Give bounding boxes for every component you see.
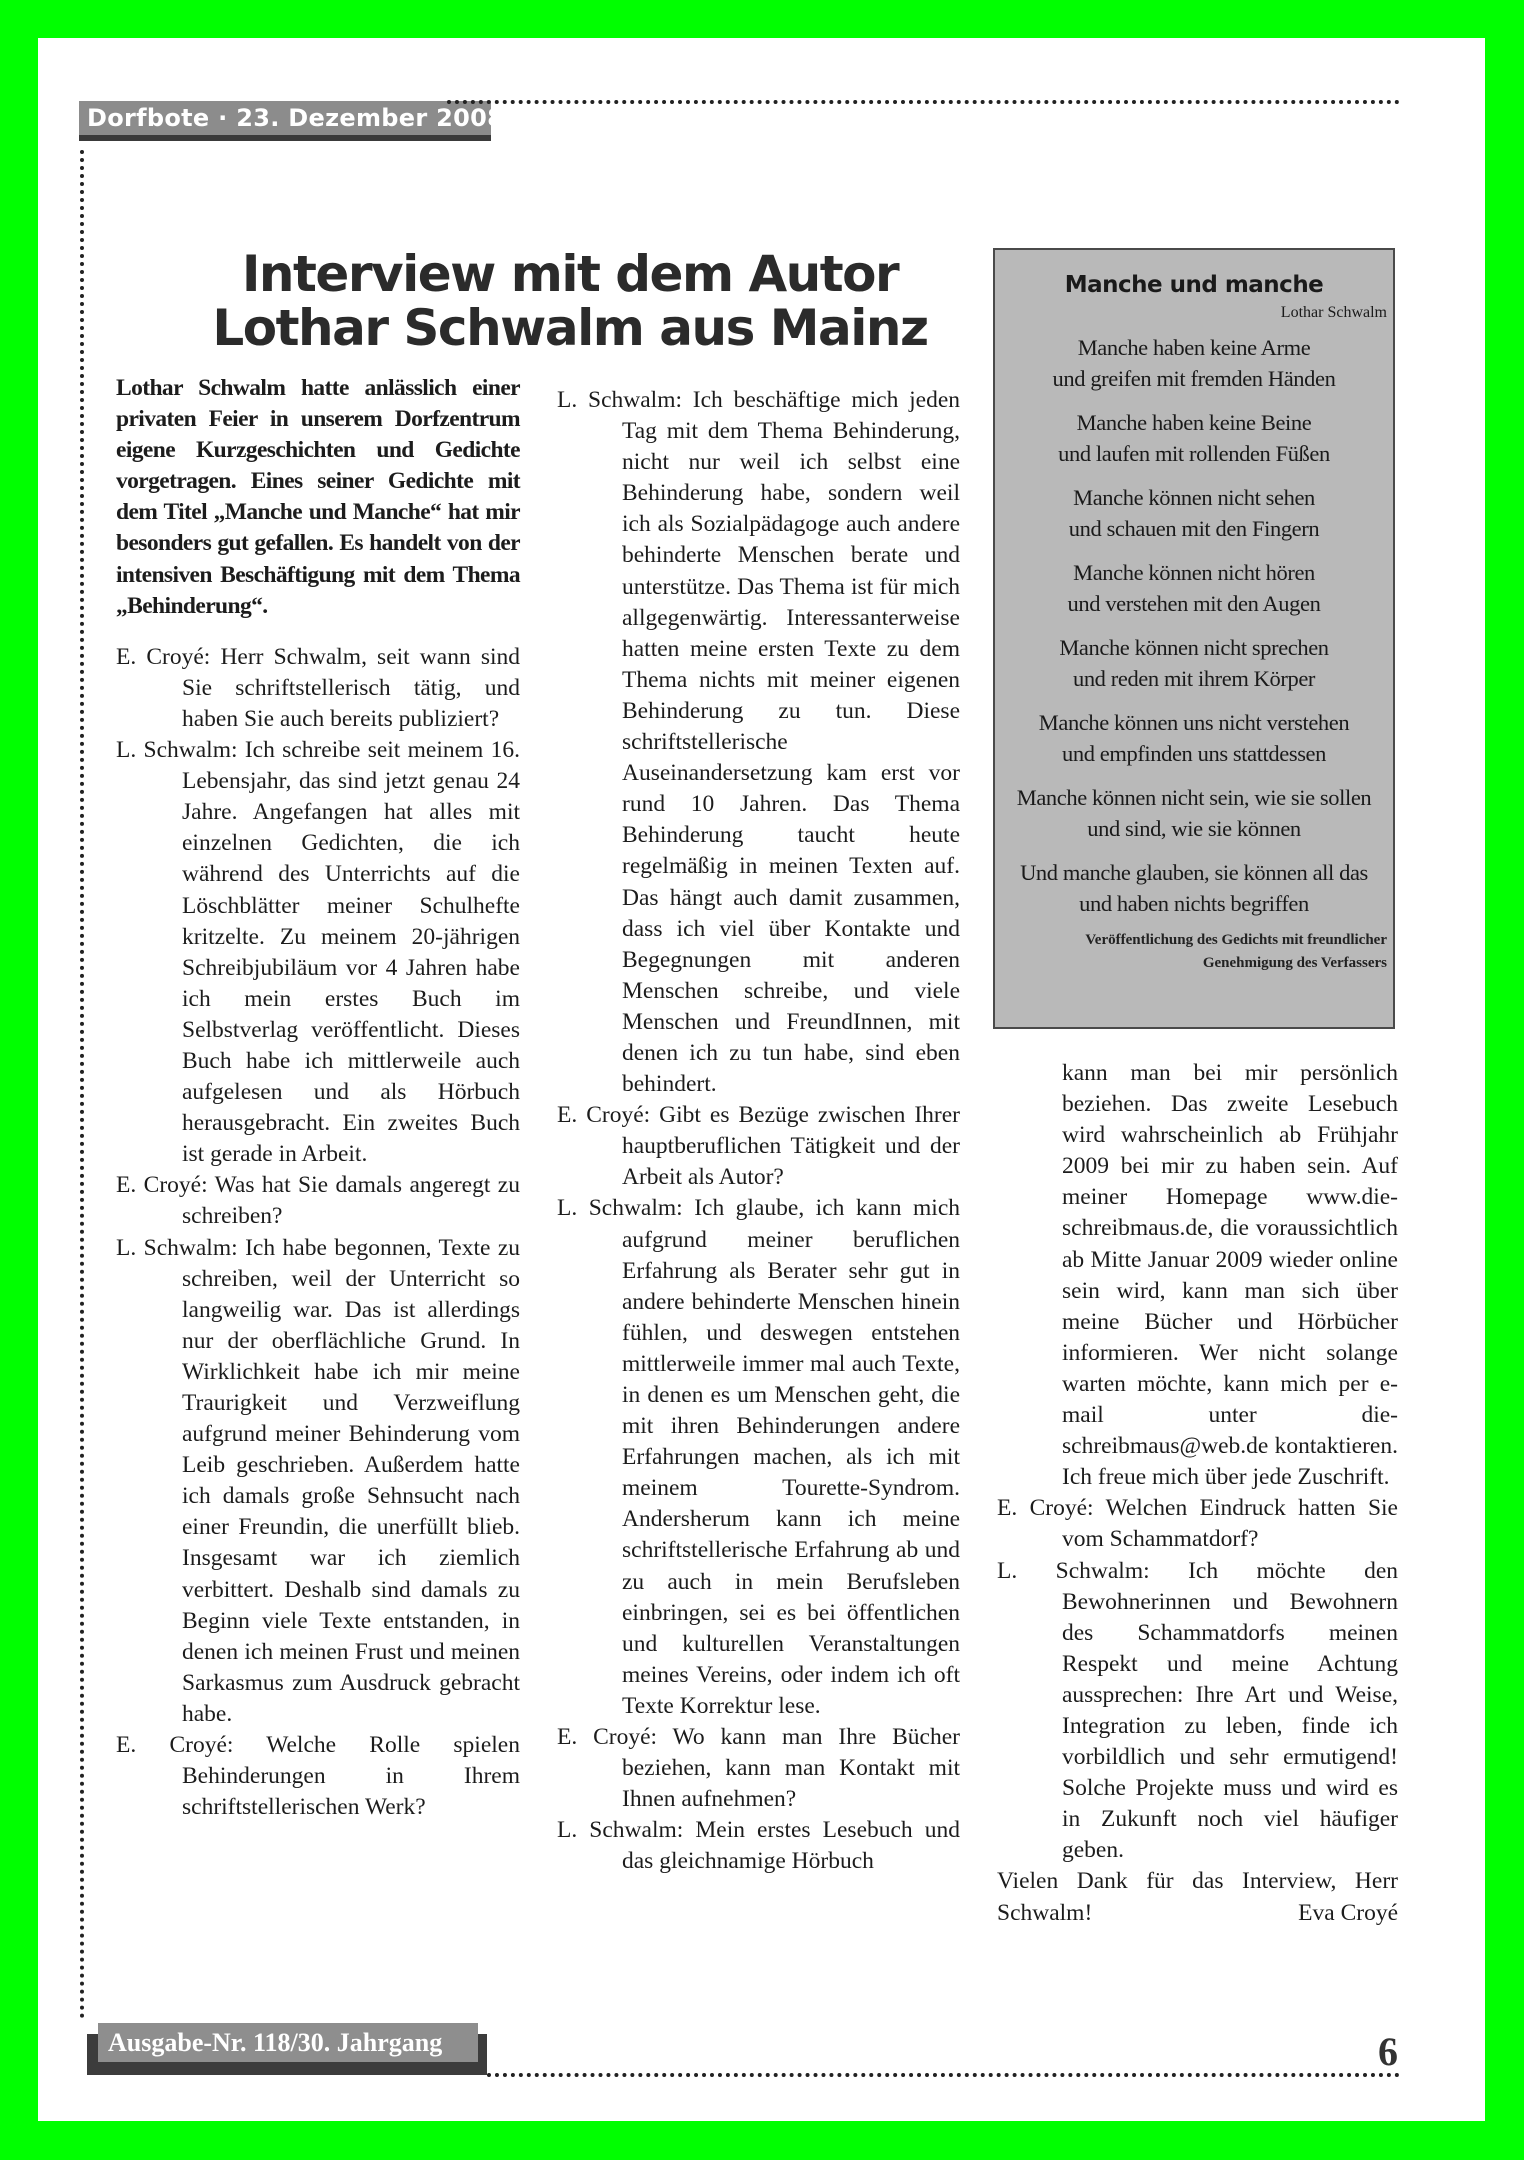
poem-title: Manche und manche	[1064, 272, 1324, 298]
poem-line: Manche können nicht sein, wie sie sollen	[1016, 785, 1372, 810]
poem-stanza	[995, 332, 1393, 394]
article-intro: Lothar Schwalm hatte anlässlich einer privaten Feier in unserem Dorfzentrum eigene Kurzgeschichten und Gedichte vorgetragen. Eines seiner Gedichte mit dem Titel „Manche und Manche“ hat mir besonders gut gefallen. Es handelt von der intensiven Beschäftigung mit dem Thema „Behinderung“.	[116, 375, 520, 619]
poem-stanza	[995, 482, 1393, 544]
poem-author: Lothar Schwalm	[1280, 304, 1387, 321]
poem-permission-note	[995, 929, 1387, 975]
poem-note-line-1: Veröffentlichung des Gedichts mit freundlicher	[1085, 932, 1387, 948]
interview-entry	[557, 1722, 960, 1815]
entry-text: Herr Schwalm, seit wann sind Sie schriftstellerisch tätig, und haben Sie auch bereits publiziert?	[182, 643, 520, 732]
speaker-label: E. Croyé:	[116, 1172, 208, 1199]
column-3	[997, 1058, 1398, 1929]
page-number: 6	[1378, 2029, 1398, 2074]
speaker-label: E. Croyé:	[997, 1495, 1094, 1522]
header-dotted-rule	[447, 100, 1400, 104]
speaker-label: L. Schwalm:	[997, 1557, 1150, 1584]
entry-text: Ich glaube, ich kann mich aufgrund meiner beruflichen Erfahrung als Berater sehr gut in andere behinderte Menschen hinein fühlen, und deswegen entstehen mittlerweile immer mal auch Texte, in denen es um Menschen geht, die mit ihren Behinderungen andere Erfahrungen machen, als ich mit meinem Tourette-Syndrom. Andersherum kann ich meine schriftstellerische Erfahrung ab und zu auch in mein Berufsleben einbringen, sei es bei öffentlichen und kulturellen Veranstaltungen meines Vereins, oder indem ich oft Texte Korrektur lese.	[622, 1195, 961, 1719]
interview-entry	[557, 1815, 960, 1877]
interview-entry	[116, 735, 520, 1170]
poem-stanza	[995, 857, 1393, 919]
entry-text: Gibt es Bezüge zwischen Ihrer hauptberuflichen Tätigkeit und der Arbeit als Autor?	[622, 1102, 960, 1191]
title-line-2: Lothar Schwalm aus Mainz	[212, 299, 928, 357]
entry-text: Welche Rolle spielen Behinderungen in Ihrem schriftstellerischen Werk?	[182, 1732, 520, 1821]
entry-text: Wo kann man Ihre Bücher beziehen, kann man Kontakt mit Ihnen aufnehmen?	[622, 1724, 960, 1813]
interview-entry	[116, 1730, 520, 1823]
poem-line: und laufen mit rollenden Füßen	[1058, 441, 1330, 466]
interview-entry	[557, 1100, 960, 1193]
closing-thanks: Vielen Dank für das Interview, Herr Schwalm!	[997, 1868, 1398, 1926]
poem-line: Manche können nicht hören	[1073, 560, 1315, 585]
author-signature: Eva Croyé	[1298, 1899, 1398, 1926]
speaker-label: E. Croyé:	[557, 1724, 658, 1751]
column-3-continuation: kann man bei mir persönlich beziehen. Das zweite Lesebuch wird wahrscheinlich ab Frühjahr 2009 bei mir zu haben sein. Auf meiner Homepage www.die-schreibmaus.de, die voraussichtlich ab Mitte Januar 2009 wieder online sein wird, kann man sich über meine Bücher und Hörbücher informieren. Wer nicht solange warten möchte, kann mich per e-mail unter die-schreibmaus@web.de kontaktieren. Ich freue mich über jede Zuschrift.	[1062, 1060, 1398, 1491]
entry-text: Ich beschäftige mich jeden Tag mit dem Thema Behinderung, nicht nur weil ich selbst eine Behinderung habe, sondern weil ich als Sozialpädagoge auch andere behinderte Menschen berate und unterstütze. Das Thema ist für mich allgegenwärtig. Interessanterweise hatten meine ersten Texte zu dem Thema nichts mit meiner eigenen Behinderung zu tun. Diese schriftstellerische Auseinandersetzung kam erst vor rund 10 Jahren. Das Thema Behinderung taucht heute regelmäßig in meinen Texten auf. Das hängt auch damit zusammen, dass ich viel über Kontakte und Begegnungen mit anderen Menschen schreibe, und viele Menschen und FreundInnen, mit denen ich zu tun habe, sind eben behindert.	[622, 387, 961, 1098]
speaker-label: L. Schwalm:	[557, 387, 682, 413]
speaker-label: L. Schwalm:	[116, 737, 238, 764]
masthead-bar	[79, 101, 505, 141]
poem-stanza	[995, 632, 1393, 694]
interview-entry	[116, 642, 520, 735]
entry-text: Ich habe begonnen, Texte zu schreiben, weil der Unterricht so langweilig war. Das ist allerdings nur der oberflächliche Grund. In Wirklichkeit habe ich mir meine Traurigkeit und Verzweiflung aufgrund meiner Behinderung vom Leib geschrieben. Außerdem hatte ich damals große Sehnsucht nach einer Freundin, die unerfüllt blieb. Insgesamt war ich ziemlich verbittert. Deshalb sind damals zu Beginn viele Texte entstanden, in denen ich meinen Frust und meinen Sarkasmus zum Ausdruck gebracht habe.	[182, 1234, 521, 1727]
poem-box	[993, 248, 1395, 1029]
speaker-label: E. Croyé:	[116, 1732, 234, 1759]
column-2	[557, 385, 960, 1878]
entry-text: Ich möchte den Bewohnerinnen und Bewohnern des Schammatdorfs meinen Respekt und meine Achtung aussprechen: Ihre Art und Weise, Integration zu leben, finde ich vorbildlich und sehr ermutigend! Solche Projekte muss und wird es in Zukunft noch viel häufiger geben.	[1062, 1557, 1399, 1864]
masthead-text: Dorfbote · 23. Dezember 2008	[87, 104, 505, 132]
poem-stanza	[995, 782, 1393, 844]
poem-line: und reden mit ihrem Körper	[1072, 666, 1316, 691]
article-title	[160, 247, 980, 355]
interview-entry	[997, 1493, 1398, 1555]
interview-entry	[116, 1170, 520, 1232]
poem-line: Manche haben keine Arme	[1077, 335, 1311, 360]
column-1	[116, 373, 520, 1823]
entry-text: Mein erstes Lesebuch und das gleichnamige Hörbuch	[622, 1817, 961, 1875]
entry-text: Ich schreibe seit meinem 16. Lebensjahr, das sind jetzt genau 24 Jahre. Angefangen hat alles mit einzelnen Gedichten, die ich während des Unterrichts auf die Löschblätter meiner Schulhefte kritzelte. Zu meinem 20-jährigen Schreibjubiläum vor 4 Jahren habe ich mein erstes Buch im Selbstverlag veröffentlicht. Dieses Buch habe ich mittlerweile auch aufgelesen und als Hörbuch herausgebracht. Ein zweites Buch ist gerade in Arbeit.	[182, 737, 520, 1168]
poem-stanza	[995, 407, 1393, 469]
entry-text: Was hat Sie damals angeregt zu schreiben?	[182, 1172, 520, 1230]
entry-text: Welchen Eindruck hatten Sie vom Schammatdorf?	[1062, 1495, 1398, 1553]
title-line-1: Interview mit dem Autor	[241, 245, 899, 303]
left-dotted-rule	[80, 150, 84, 2020]
poem-line: und haben nichts begriffen	[1079, 891, 1309, 916]
speaker-label: L. Schwalm:	[557, 1195, 683, 1222]
poem-line: Manche können uns nicht verstehen	[1038, 710, 1350, 735]
poem-note-line-2: Genehmigung des Verfassers	[1202, 955, 1387, 971]
interview-entry	[557, 385, 960, 1100]
interview-entry	[116, 1233, 520, 1731]
poem-line: Manche können nicht sehen	[1073, 485, 1315, 510]
poem-line: und greifen mit fremden Händen	[1052, 366, 1336, 391]
issue-text: Ausgabe-Nr. 118/30. Jahrgang	[108, 2028, 443, 2057]
speaker-label: L. Schwalm:	[557, 1817, 684, 1844]
footer-dotted-rule	[487, 2073, 1400, 2077]
poem-line: Manche können nicht sprechen	[1059, 635, 1329, 660]
issue-bar	[98, 2023, 478, 2062]
speaker-label: E. Croyé:	[557, 1102, 651, 1129]
interview-entry	[557, 1193, 960, 1722]
poem-stanza	[995, 707, 1393, 769]
speaker-label: E. Croyé:	[116, 643, 211, 670]
poem-line: Und manche glauben, sie können all das	[1020, 860, 1368, 885]
poem-line: und empfinden uns stattdessen	[1062, 741, 1326, 766]
interview-entry	[997, 1556, 1398, 1867]
poem-line: Manche haben keine Beine	[1076, 410, 1312, 435]
poem-line: und schauen mit den Fingern	[1068, 516, 1320, 541]
poem-line: und sind, wie sie können	[1087, 816, 1301, 841]
poem-stanza	[995, 557, 1393, 619]
speaker-label: L. Schwalm:	[116, 1234, 238, 1261]
poem-line: und verstehen mit den Augen	[1067, 591, 1321, 616]
